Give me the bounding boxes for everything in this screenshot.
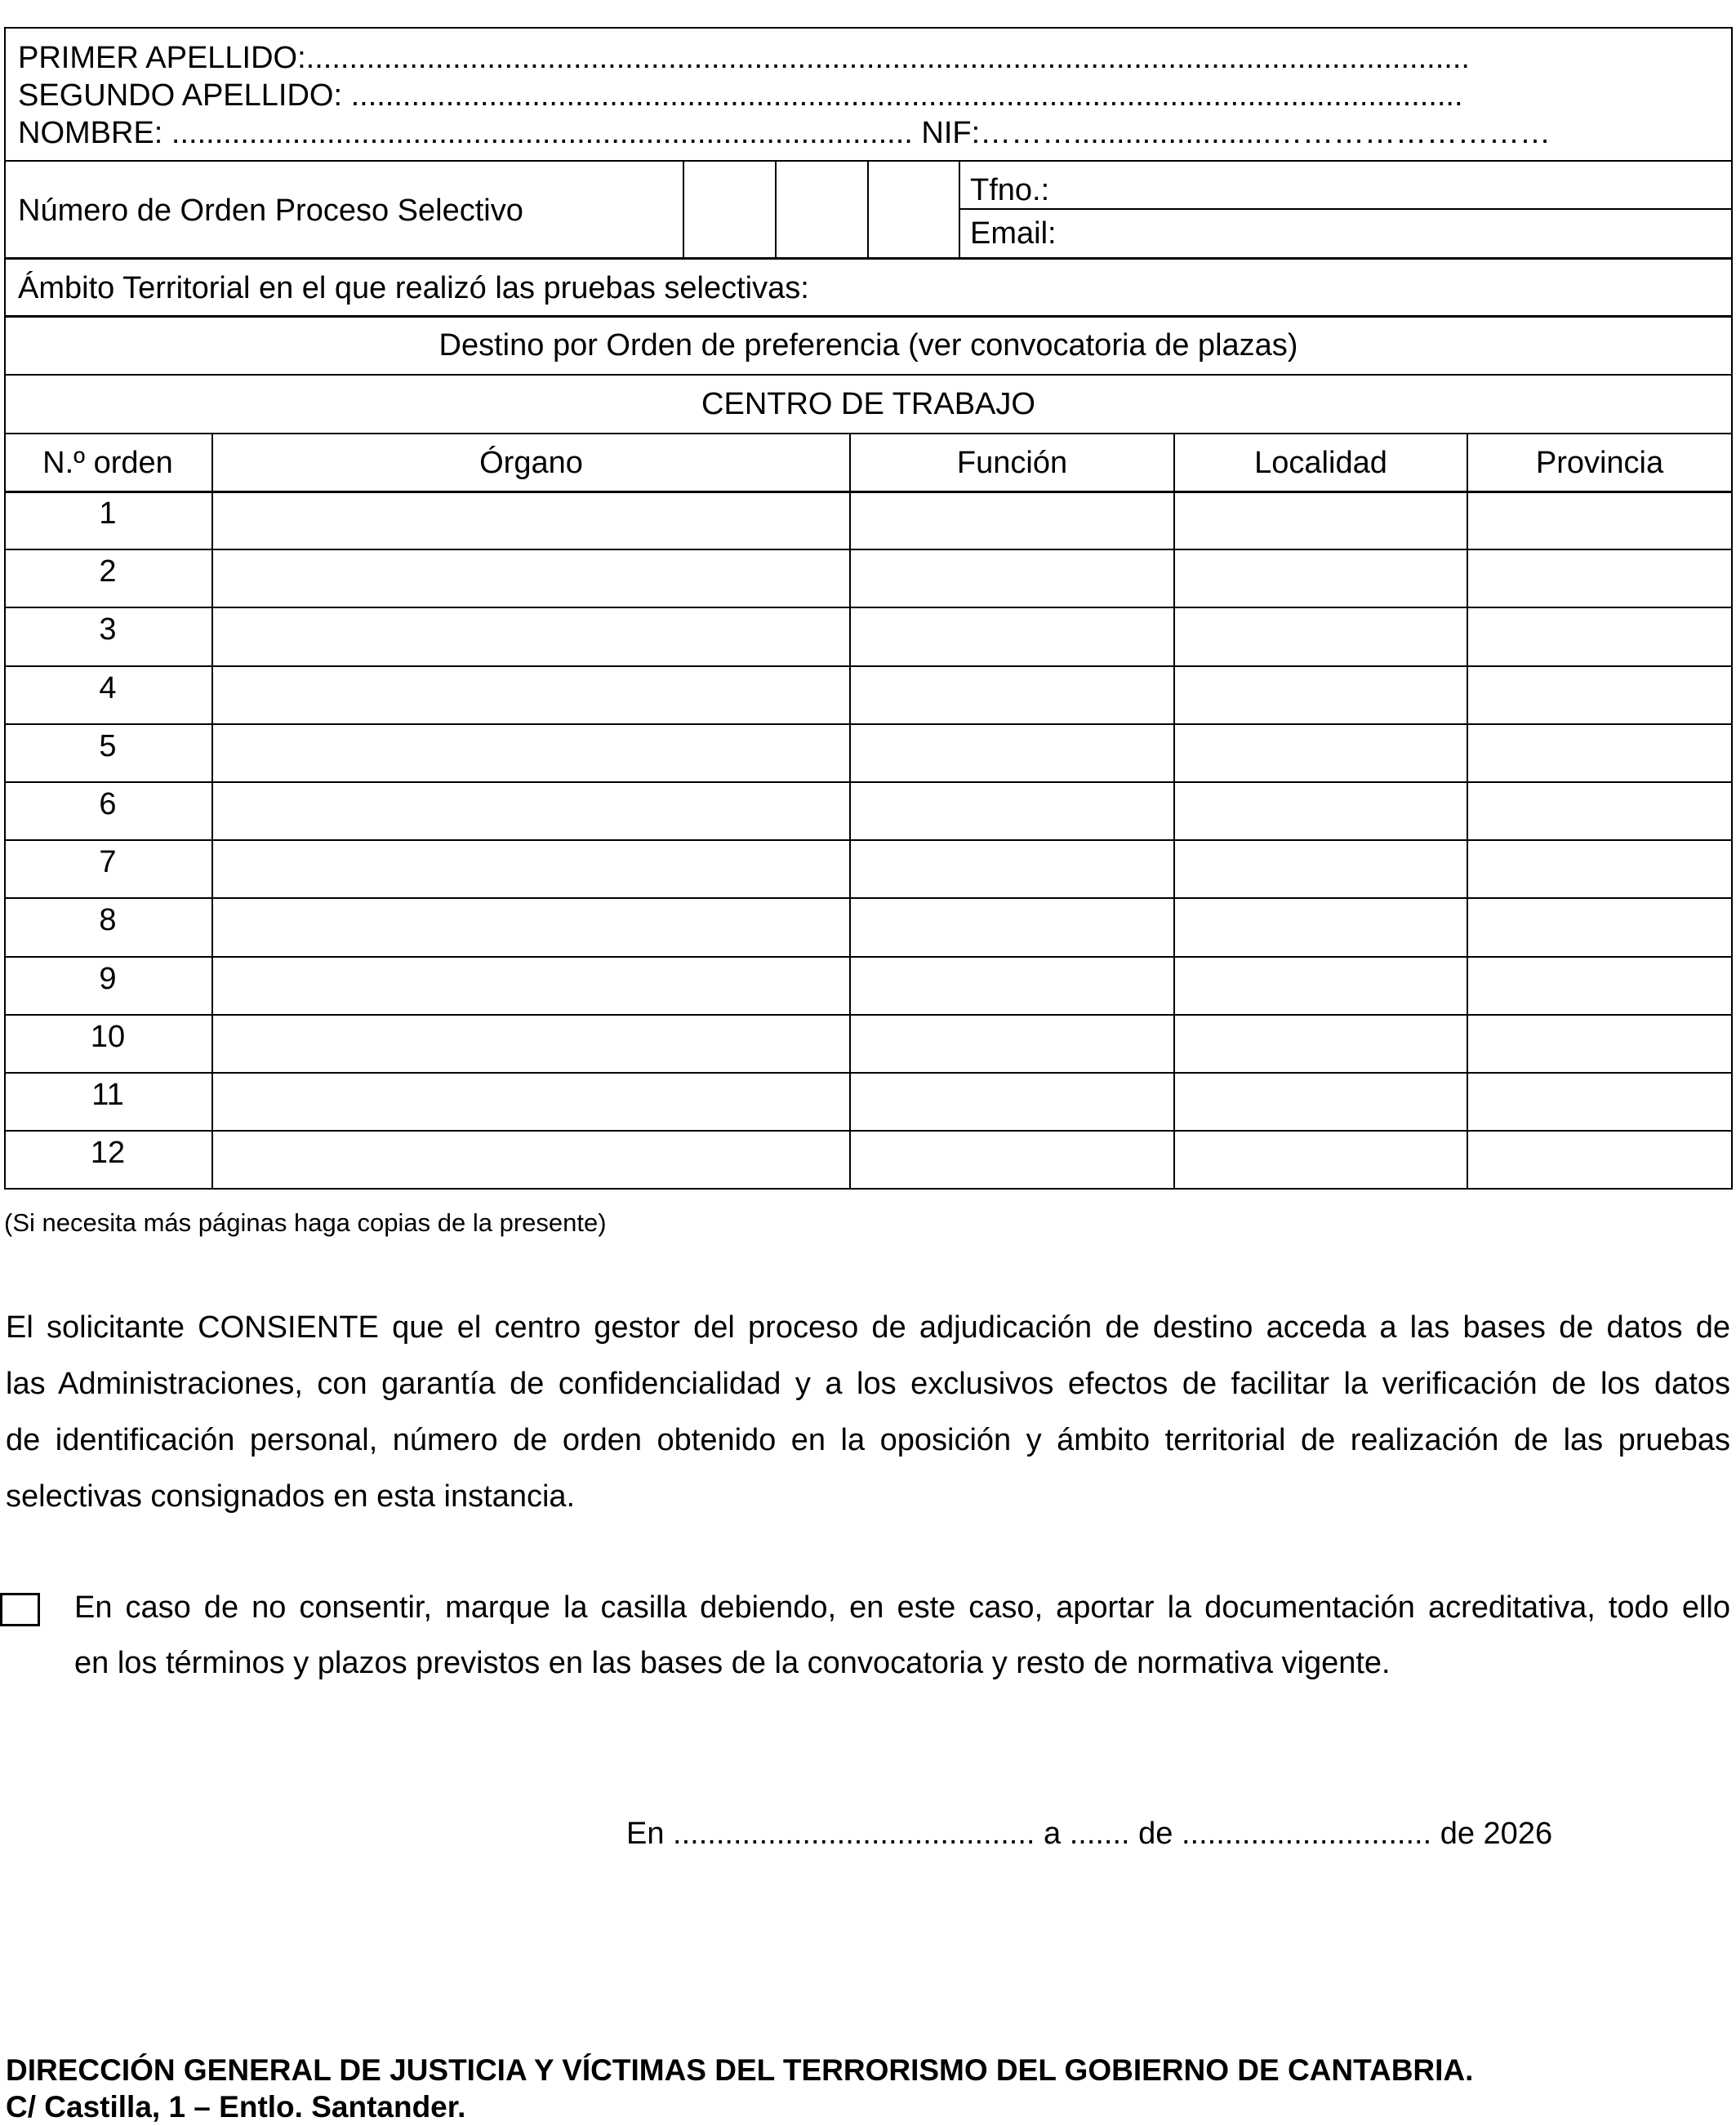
cell-localidad[interactable] bbox=[1175, 1134, 1467, 1189]
cell-n-orden: 6 bbox=[99, 787, 117, 821]
segundo-apellido-field[interactable]: SEGUNDO APELLIDO: ................................................................................................................................. bbox=[18, 78, 1463, 113]
header-provincia: Provincia bbox=[1535, 446, 1664, 480]
numero-orden-digit-1[interactable] bbox=[684, 162, 775, 257]
divider bbox=[4, 839, 1733, 841]
centro-trabajo-title: CENTRO DE TRABAJO bbox=[701, 387, 1035, 421]
consent-line: de identificación personal, número de orden obtenido en la oposición y ámbito territorial de realización de las pruebas bbox=[6, 1423, 1730, 1457]
cell-localidad[interactable] bbox=[1175, 785, 1467, 840]
copies-note: (Si necesita más páginas haga copias de la presente) bbox=[4, 1208, 607, 1237]
cell-provincia[interactable] bbox=[1468, 1134, 1731, 1189]
cell-provincia[interactable] bbox=[1468, 1018, 1731, 1073]
divider bbox=[4, 549, 1733, 550]
divider bbox=[4, 491, 1733, 493]
cell-n-orden: 7 bbox=[99, 845, 117, 879]
primer-apellido-field[interactable]: PRIMER APELLIDO:....................................................................................................................................... bbox=[18, 41, 1470, 75]
divider bbox=[4, 781, 1733, 783]
numero-orden-digit-2[interactable] bbox=[777, 162, 867, 257]
header-funcion: Función bbox=[956, 446, 1068, 480]
cell-localidad[interactable] bbox=[1175, 843, 1467, 898]
cell-provincia[interactable] bbox=[1468, 727, 1731, 782]
cell-localidad[interactable] bbox=[1175, 669, 1467, 724]
cell-localidad[interactable] bbox=[1175, 495, 1467, 549]
numero-orden-label: Número de Orden Proceso Selectivo bbox=[18, 193, 523, 228]
no-consent-line: en los términos y plazos previstos en las bases de la convocatoria y resto de normativa vigente. bbox=[74, 1646, 1391, 1680]
cell-provincia[interactable] bbox=[1468, 611, 1731, 665]
header-organo: Órgano bbox=[479, 446, 583, 480]
cell-n-orden: 1 bbox=[99, 496, 117, 531]
cell-funcion[interactable] bbox=[851, 1134, 1173, 1189]
divider bbox=[4, 897, 1733, 899]
cell-n-orden: 12 bbox=[90, 1136, 126, 1170]
cell-n-orden: 10 bbox=[90, 1020, 126, 1054]
destino-title: Destino por Orden de preferencia (ver convocatoria de plazas) bbox=[438, 328, 1298, 362]
divider bbox=[4, 257, 1733, 260]
divider bbox=[4, 1014, 1733, 1016]
divider bbox=[4, 665, 1733, 667]
cell-organo[interactable] bbox=[213, 727, 849, 782]
cell-funcion[interactable] bbox=[851, 495, 1173, 549]
email-label: Email: bbox=[970, 216, 1057, 251]
divider bbox=[4, 433, 1733, 434]
cell-funcion[interactable] bbox=[851, 727, 1173, 782]
cell-localidad[interactable] bbox=[1175, 901, 1467, 956]
signature-date-line[interactable]: En .......................................... a ....... de ............................. de 2026 bbox=[626, 1817, 1553, 1851]
cell-n-orden: 2 bbox=[99, 554, 117, 589]
cell-funcion[interactable] bbox=[851, 669, 1173, 724]
divider bbox=[4, 1072, 1733, 1074]
cell-provincia[interactable] bbox=[1468, 843, 1731, 898]
cell-n-orden: 9 bbox=[99, 962, 117, 996]
header-localidad: Localidad bbox=[1254, 446, 1387, 480]
cell-organo[interactable] bbox=[213, 785, 849, 840]
cell-n-orden: 4 bbox=[99, 671, 117, 705]
tfno-field[interactable] bbox=[1062, 162, 1723, 207]
cell-organo[interactable] bbox=[213, 843, 849, 898]
divider bbox=[4, 607, 1733, 608]
cell-provincia[interactable] bbox=[1468, 1076, 1731, 1131]
cell-organo[interactable] bbox=[213, 669, 849, 724]
cell-localidad[interactable] bbox=[1175, 960, 1467, 1015]
cell-funcion[interactable] bbox=[851, 1076, 1173, 1131]
cell-localidad[interactable] bbox=[1175, 1018, 1467, 1073]
cell-n-orden: 3 bbox=[99, 612, 117, 647]
consent-line: las Administraciones, con garantía de confidencialidad y a los exclusivos efectos de facilitar la verificación de los datos bbox=[6, 1367, 1730, 1401]
divider bbox=[4, 956, 1733, 958]
cell-organo[interactable] bbox=[213, 1076, 849, 1131]
cell-organo[interactable] bbox=[213, 901, 849, 956]
ambito-territorial-label: Ámbito Territorial en el que realizó las pruebas selectivas: bbox=[18, 271, 809, 305]
cell-localidad[interactable] bbox=[1175, 1076, 1467, 1131]
cell-organo[interactable] bbox=[213, 495, 849, 549]
cell-provincia[interactable] bbox=[1468, 785, 1731, 840]
cell-organo[interactable] bbox=[213, 1018, 849, 1073]
cell-funcion[interactable] bbox=[851, 1018, 1173, 1073]
divider bbox=[4, 1130, 1733, 1132]
tfno-label: Tfno.: bbox=[970, 173, 1050, 207]
cell-funcion[interactable] bbox=[851, 843, 1173, 898]
no-consent-checkbox[interactable] bbox=[0, 1593, 40, 1626]
cell-organo[interactable] bbox=[213, 960, 849, 1015]
ambito-territorial-field[interactable] bbox=[866, 261, 1723, 314]
no-consent-text bbox=[74, 1580, 1730, 1691]
cell-provincia[interactable] bbox=[1468, 553, 1731, 607]
cell-localidad[interactable] bbox=[1175, 553, 1467, 607]
divider bbox=[4, 723, 1733, 725]
cell-provincia[interactable] bbox=[1468, 960, 1731, 1015]
cell-n-orden: 8 bbox=[99, 903, 117, 937]
cell-provincia[interactable] bbox=[1468, 495, 1731, 549]
cell-funcion[interactable] bbox=[851, 553, 1173, 607]
cell-organo[interactable] bbox=[213, 553, 849, 607]
cell-localidad[interactable] bbox=[1175, 727, 1467, 782]
footer-address: C/ Castilla, 1 – Entlo. Santander. bbox=[6, 2090, 466, 2124]
divider bbox=[4, 315, 1733, 318]
cell-funcion[interactable] bbox=[851, 901, 1173, 956]
cell-funcion[interactable] bbox=[851, 611, 1173, 665]
header-n-orden: N.º orden bbox=[42, 446, 173, 480]
email-field[interactable] bbox=[1070, 211, 1723, 256]
cell-n-orden: 11 bbox=[91, 1078, 124, 1112]
cell-provincia[interactable] bbox=[1468, 901, 1731, 956]
cell-organo[interactable] bbox=[213, 1134, 849, 1189]
cell-n-orden: 5 bbox=[99, 729, 117, 763]
consent-line: selectivas consignados en esta instancia. bbox=[6, 1479, 576, 1514]
cell-organo[interactable] bbox=[213, 611, 849, 665]
cell-funcion[interactable] bbox=[851, 785, 1173, 840]
nombre-nif-field[interactable]: NOMBRE: ...................................................................................... NIF:……….......................……………………… bbox=[18, 116, 1551, 150]
consent-paragraph bbox=[6, 1300, 1730, 1525]
numero-orden-digit-3[interactable] bbox=[869, 162, 959, 257]
footer-organization: DIRECCIÓN GENERAL DE JUSTICIA Y VÍCTIMAS DEL TERRORISMO DEL GOBIERNO DE CANTABRIA. bbox=[6, 2053, 1474, 2087]
consent-line: El solicitante CONSIENTE que el centro gestor del proceso de adjudicación de destino acceda a las bases de datos de bbox=[6, 1310, 1730, 1345]
cell-localidad[interactable] bbox=[1175, 611, 1467, 665]
no-consent-line: En caso de no consentir, marque la casilla debiendo, en este caso, aportar la documentación acreditativa, todo ello bbox=[74, 1590, 1730, 1625]
divider bbox=[4, 374, 1733, 376]
cell-funcion[interactable] bbox=[851, 960, 1173, 1015]
divider bbox=[959, 208, 1733, 210]
cell-provincia[interactable] bbox=[1468, 669, 1731, 724]
